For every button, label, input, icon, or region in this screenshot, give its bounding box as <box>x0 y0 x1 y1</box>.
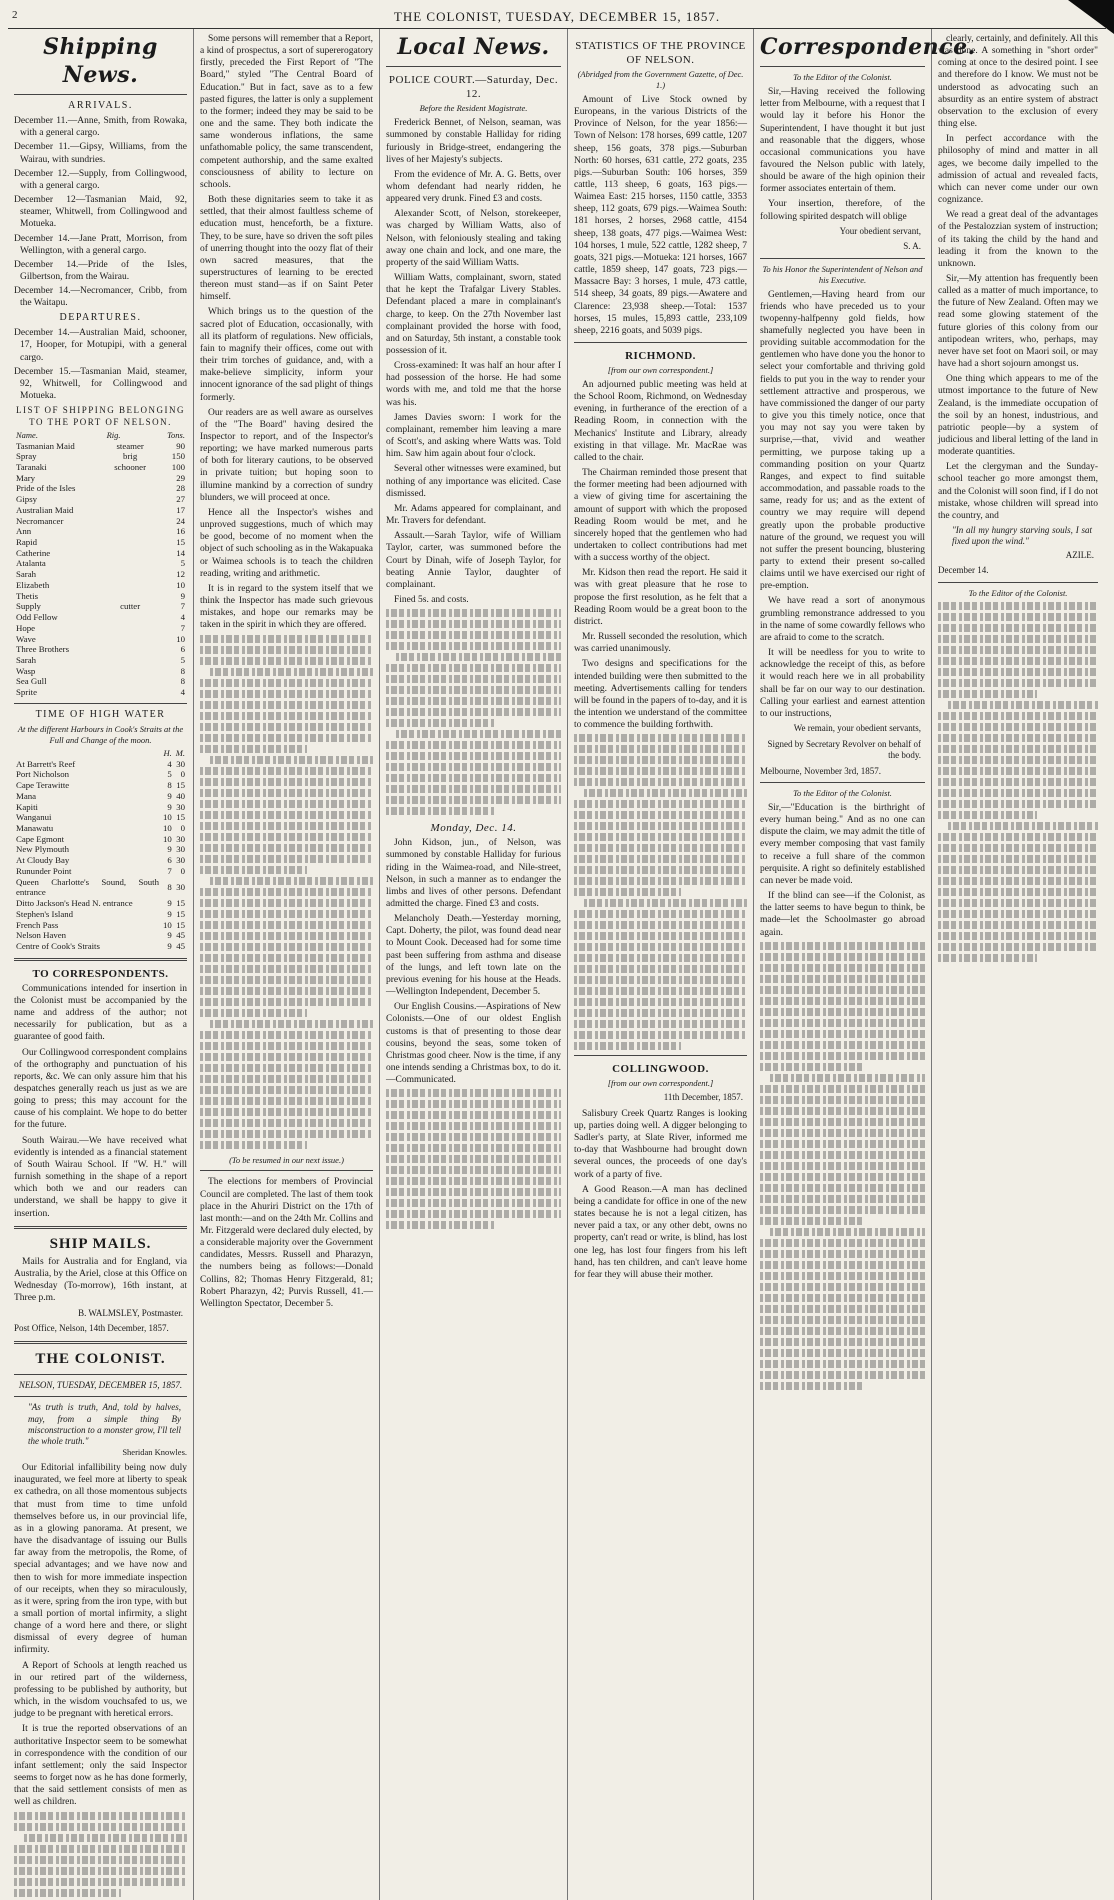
tide-place: Cape Terawitte <box>16 780 70 791</box>
letter-paragraph: In perfect accordance with the philosophy of mind and matter in all ages, we become daily impelled to the admission of actual and revealed facts, which can never come under our own cognizance. <box>938 134 1098 206</box>
tide-minutes: 30 <box>176 801 185 812</box>
tide-hours: 10 <box>162 833 172 844</box>
vessel-row <box>14 494 187 505</box>
letter-paragraph: Sir,—"Education is the birthright of every human being." And as no one can dispute the claim, we may admit the title of every member composing that vast family to receive a full share of the common perquisite. A right so definitely established can never be made void. <box>760 802 925 886</box>
tide-minutes: 15 <box>176 908 185 919</box>
tide-minutes: 45 <box>176 930 185 941</box>
vessel-row <box>14 591 187 602</box>
collingwood-paragraph: A Good Reason.—A man has declined being a candidate for office in one of the new states because he is not a legal citizen, has never paid a tax, or any other debt, owns no property, can't read or write, is blind, has lost one leg, has lost four fingers from his left hand, has ten children, and can't leave home for fear they will abuse their mother. <box>574 1184 747 1280</box>
continued-note: (To be resumed in our next issue.) <box>229 1154 344 1165</box>
body-text-continued <box>938 602 1098 962</box>
vessel-tons: 6 <box>180 644 185 655</box>
letter-paragraph: Gentlemen,—Having heard from our friends who have preceded us to your twopenny-halfpenny gold fields, how shamefully neglected you have been in providing suitable accommodation for the gentlemen who have done you the honor to select your comfortable and thriving gold fields to put you in the way to render your settlement attractive and prosperous, we have commissioned the danger of our party to give you this timely notice, once that you may not say you were taken by surprise,—that, vivid and weather permitting, we purpose taking up a commanding position on your Quartz Ranges, and expect to find suitable accommodation, and passable roads to the same, ready for us; and as the extent of country we may require will depend greatly upon the probable productive nature of the ground, we request you will not suffer the present bouncing, blustering party to extend their present so-called claims until we have exercised our right of pre-emption. <box>760 289 925 592</box>
tide-row <box>14 920 187 931</box>
body-text-continued <box>14 1812 187 1897</box>
tide-minutes: 30 <box>176 882 185 892</box>
body-text-continued <box>760 942 925 1390</box>
richmond-subheading: [from our own correspondent.] <box>607 365 714 376</box>
vessel-name: Hope <box>16 622 36 633</box>
vessel-tons: 150 <box>171 451 185 462</box>
vessel-name: Elizabeth <box>16 579 50 590</box>
vessel-name: Rapid <box>16 537 38 548</box>
vessel-tons: 4 <box>180 612 185 623</box>
letter-paragraph: One thing which appears to me of the utmost importance to the future of New Zealand, is the immediate occupation of the soil by an honest, industrious, and patriotic people—by a system of judicious and liberal letting of the land in moderate quantities. <box>938 374 1098 458</box>
tides-col-minutes: M. <box>175 748 185 759</box>
correspondent-note: Communications intended for insertion in the Colonist must be accompanied by the name and address of the author; not necessarily for publication, but as a guarantee of good faith. <box>14 983 187 1043</box>
tide-minutes: 30 <box>176 833 185 844</box>
vessel-row <box>14 548 187 559</box>
vessel-tons: 8 <box>180 665 185 676</box>
tide-minutes: 30 <box>176 758 185 769</box>
vessel-row <box>14 601 187 612</box>
ship-mails-heading: SHIP MAILS. <box>49 1235 152 1252</box>
arrival-entry: December 11.—Anne, Smith, from Rowaka, with a general cargo. <box>14 116 187 139</box>
vessel-rig <box>105 676 156 687</box>
tide-place: Ditto Jackson's Head N. entrance <box>16 898 133 909</box>
tide-hours: 6 <box>167 855 172 866</box>
tide-minutes: 0 <box>180 769 185 780</box>
vessel-name: Necromancer <box>16 515 64 526</box>
tide-place: Centre of Cook's Straits <box>16 940 100 951</box>
vessel-rig <box>105 612 156 623</box>
collingwood-heading: COLLINGWOOD. <box>612 1063 709 1076</box>
tide-row <box>14 802 187 813</box>
vessel-row <box>14 441 187 452</box>
tide-hours: 9 <box>167 898 172 909</box>
monday-heading: Monday, Dec. 14. <box>430 822 517 835</box>
leader-paragraph: A Report of Schools at length reached us in our retired part of the wilderness, professing to be published by authority, but which, in the wisdom vouchsafed to us, we judge to be pregnant with heretical errors. <box>14 1660 187 1720</box>
paper-title: THE COLONIST. <box>35 1350 166 1367</box>
tide-place: Kapiti <box>16 801 38 812</box>
tide-row <box>14 759 187 770</box>
vessel-tons: 100 <box>171 462 185 473</box>
richmond-report <box>574 379 747 731</box>
tides-note: At the different Harbours in Cook's Straits at the Full and Change of the moon. <box>17 723 184 745</box>
police-court-subheading: Before the Resident Magistrate. <box>419 103 528 114</box>
tide-place: Mana <box>16 790 37 801</box>
vessel-col-name: Name. <box>16 430 38 441</box>
article-paragraph: Our readers are as well aware as ourselves of the "The Board" having desired the Inspector to report, and of the Inspector's reporting; we have marked numerous parts of both for literary cautions, to be observed in private tuition; but hoping soon to illumine mankind by a correction of sundry blunders, we will proceed at once. <box>200 407 373 503</box>
correspondents-heading: TO CORRESPONDENTS. <box>32 967 169 980</box>
vessel-tons: 24 <box>176 515 185 526</box>
vessel-name: Taranaki <box>16 462 47 473</box>
richmond-paragraph: Mr. Russell seconded the resolution, which was carried unanimously. <box>574 632 747 655</box>
court-report-paragraph: Assault.—Sarah Taylor, wife of William Taylor, carter, was summoned before the Court by Dinah, wife of Joseph Taylor, for beating Annie Taylor, daughter of complainant. <box>386 531 561 590</box>
richmond-paragraph: Mr. Kidson then read the report. He said it was with great pleasure that he rose to propose the first resolution, as he felt that a Reading Room would be a great boon to the district. <box>574 568 747 627</box>
court-report-paragraph: Fined 5s. and costs. <box>394 594 469 605</box>
vessel-name: Atalanta <box>16 558 46 569</box>
vessel-row <box>14 462 187 473</box>
tide-minutes: 0 <box>180 823 185 834</box>
column-3 <box>380 29 568 1900</box>
vessel-tons: 9 <box>180 590 185 601</box>
vessel-tons: 28 <box>176 483 185 494</box>
court-report-paragraph: Cross-examined: It was half an hour after I had possession of the horse. He had some words with me, and told me that the horse was his. <box>386 361 561 408</box>
tide-hours: 4 <box>167 758 172 769</box>
vessel-row <box>14 558 187 569</box>
leader-article <box>14 1462 187 1808</box>
correspondents-notes <box>14 983 187 1220</box>
vessel-name: Three Brothers <box>16 644 70 655</box>
vessel-rig <box>105 537 156 548</box>
vessel-row <box>14 516 187 527</box>
vessel-rig <box>105 569 156 580</box>
statistics-heading: STATISTICS OF THE PROVINCE OF NELSON. <box>575 40 746 67</box>
tide-place: Stephen's Island <box>16 908 74 919</box>
tide-place: New Plymouth <box>16 844 70 855</box>
tide-row <box>14 769 187 780</box>
vessel-rig <box>105 666 156 677</box>
vessel-rig <box>105 473 156 484</box>
letter-3-address: To the Editor of the Colonist. <box>793 788 892 799</box>
arrival-entry: December 14.—Pride of the Isles, Gilbertson, from the Wairau. <box>14 259 187 282</box>
letter-paragraph: Sir,—My attention has frequently been called as a matter of much importance, to the future of New Zealand. Often may we read some glowing statement of the future glories of this colony from our antipodean writers, who, perhaps, may never have set foot on Maori soil, or may have had a short sojourn amongst us. <box>938 273 1098 370</box>
tide-minutes: 40 <box>176 790 185 801</box>
vessel-name: Gipsy <box>16 494 38 505</box>
tide-hours: 8 <box>167 780 172 791</box>
vessel-row <box>14 666 187 677</box>
letter-1-body <box>760 86 925 223</box>
tide-place: Queen Charlotte's Sound, South entrance <box>16 876 159 898</box>
vessel-tons: 15 <box>176 537 185 548</box>
leader-paragraph: Our Editorial infallibility being now duly inaugurated, we feel more at liberty to speak ex cathedra, on all those momentous subjects that must from time to time unfold themselves before us, in our provincial life, as in a glowing panorama. At present, we have the disadvantage of issuing our Bulls far away from the metropolis, the Rome, of special advantages; and we have now and then to wish for more immediate inspection of our receipts, when they so miraculously, as it were, spring from the iron type, with but a small portion of mortal infirmity, a slight change of a word here and there, or slight dismissal of every degree of human infirmity. <box>14 1463 187 1656</box>
tide-hours: 9 <box>167 930 172 941</box>
vessel-rig <box>105 558 156 569</box>
departures-list <box>14 327 187 402</box>
letter-paragraph: clearly, certainly, and definitely. All this was done. A something in "short order" coming at once to the desired point. I see and therefore do I know. We must not be understood as advocating such an absurdity as an entire system of abstract observation to the exclusion of every thing else. <box>938 34 1098 130</box>
vessel-row <box>14 655 187 666</box>
letter-paragraph: Sir,—Having received the following letter from Melbourne, with a request that I would lay it before his Honor the Superintendent, I have thought it but just and reasonable that the diggers, whose occasional communications you have favoured the Nelson public with lately, should be aware of the high opinion their former associates entertain of them. <box>760 87 925 195</box>
statistics-note: (Abridged from the Government Gazette, of Dec. 1.) <box>577 69 744 91</box>
richmond-paragraph: An adjourned public meeting was held at the School Room, Richmond, on Wednesday evening, in furtherance of the erection of a Reading Room, in connection with the Mechanics' Institute and Library, already existing in that village. Mr. MacRae was called to the chair. <box>574 379 747 463</box>
masthead <box>8 6 1106 29</box>
epigraph-source: Sheridan Knowles. <box>122 1447 187 1458</box>
vessel-row <box>14 505 187 516</box>
letter-1-close: Your obedient servant, <box>839 225 921 236</box>
vessel-row <box>14 569 187 580</box>
verse-quote: "In all my hungry starving souls, I sat fixed upon the wind." <box>952 525 1092 547</box>
vessel-tons: 29 <box>176 472 185 483</box>
tide-hours: 5 <box>167 769 172 780</box>
tide-place: Cape Egmont <box>16 833 65 844</box>
court-report-paragraph: Mr. Adams appeared for complainant, and Mr. Travers for defendant. <box>386 503 561 527</box>
vessel-rig: brig <box>123 451 138 462</box>
vessel-row <box>14 483 187 494</box>
letter-paragraph: If the blind can see—if the Colonist, as the latter seems to have begun to think, be made—let the Schoolmaster go abroad again. <box>760 891 925 938</box>
body-text-continued <box>386 609 561 815</box>
letter-paragraph: We have read a sort of anonymous grumbling remonstrance addressed to you in the name of some cowardly fellows who are afraid to come to the scratch. <box>760 596 925 643</box>
vessel-name: Wave <box>16 633 36 644</box>
letter-paragraph: We read a great deal of the advantages of the Pestalozzian system of instruction; of its taking the child by the hand and leading it from the known to the unknown. <box>938 210 1098 269</box>
vessel-tons: 4 <box>180 687 185 698</box>
tide-row <box>14 866 187 877</box>
tide-row <box>14 844 187 855</box>
letter-2-address: To his Honor the Superintendent of Nelson and his Executive. <box>762 263 923 285</box>
correspondent-note: South Wairau.—We have received what evidently is intended as a financial statement of South Wairau School. If "W. H." will furnish something in the shape of a report which both we and our readers can understand, we shall be happy to give it insertion. <box>14 1135 187 1219</box>
tide-hours: 9 <box>167 940 172 951</box>
shipping-list-heading: LIST OF SHIPPING BELONGING TO THE PORT OF NELSON. <box>15 405 186 427</box>
tide-place: At Cloudy Bay <box>16 855 70 866</box>
tide-place: At Barrett's Reef <box>16 758 76 769</box>
vessel-col-rig: Rig. <box>106 430 121 441</box>
vessel-rig: cutter <box>120 601 141 612</box>
page-number: 2 <box>12 9 19 21</box>
vessel-name: Sarah <box>16 569 37 580</box>
tide-hours: 10 <box>162 919 172 930</box>
tide-place: Port Nicholson <box>16 769 70 780</box>
vessel-rig <box>105 526 156 537</box>
collingwood-date: 11th December, 1857. <box>663 1092 743 1103</box>
tide-minutes: 30 <box>176 855 185 866</box>
vessel-row <box>14 473 187 484</box>
court-report-paragraph: Several other witnesses were examined, but nothing of any importance was elicited. Case dismissed. <box>386 464 561 499</box>
tides-col-hours: H. <box>163 748 172 759</box>
correspondence-continuation <box>938 33 1098 522</box>
vessel-row <box>14 580 187 591</box>
vessel-rig <box>105 655 156 666</box>
vessel-tons: 90 <box>176 440 185 451</box>
tide-hours: 9 <box>167 908 172 919</box>
ship-mails-date: Post Office, Nelson, 14th December, 1857. <box>14 1323 169 1334</box>
tide-row <box>14 823 187 834</box>
arrival-entry: December 14.—Necromancer, Cribb, from the Waitapu. <box>14 286 187 309</box>
article-paragraph: Some persons will remember that a Report, a kind of prospectus, a sort of supererogatory firstly, preceded the First Report of "The Board," styled "The Central Board of Education." But in fact, save as to a few pasted figures, the latter is only a supplement to the former; indeed they may be said to be one and the same. They both indicate the same wonderous inflations, the same unfathomable policy, the same transcendent, competent authorship, and the same exalted consciousness of ability to lecture on schools. <box>200 34 373 190</box>
monday-report: John Kidson, jun., of Nelson, was summoned by constable Halliday for furious riding in the Waimea-road, and Nile-street, Nelson, in such a manner as to endanger the limbs and lives of other persons. Defendant admitted the charge. Fined £3 and costs. <box>386 838 561 909</box>
vessel-name: Australian Maid <box>16 504 74 515</box>
vessel-name: Ann <box>16 526 32 537</box>
arrivals-heading: ARRIVALS. <box>68 100 133 112</box>
vessel-rig: schooner <box>114 462 147 473</box>
vessel-row <box>14 537 187 548</box>
tide-row <box>14 930 187 941</box>
vessel-name: Tasmanian Maid <box>16 440 75 451</box>
arrival-entry: December 12.—Supply, from Collingwood, with a general cargo. <box>14 168 187 191</box>
article-paragraph: It is in regard to the system itself that we think the Inspector has made such grievous mistakes, and hope our remarks may be taken in the spirit in which they are offered. <box>200 583 373 631</box>
letter-2-close: We remain, your obedient servants, <box>793 723 921 733</box>
masthead-title: THE COLONIST, TUESDAY, DECEMBER 15, 1857. <box>393 9 721 24</box>
court-report-paragraph: Frederick Bennet, of Nelson, seaman, was summoned by constable Halliday for riding furiously in Bridge-street, endangering the lives of her Majesty's subjects. <box>386 118 561 165</box>
vessel-tons: 12 <box>176 569 185 580</box>
letter-1-address: To the Editor of the Colonist. <box>793 72 892 83</box>
columns <box>8 29 1106 1808</box>
statistics-text: Amount of Live Stock owned by Europeans, in the various Districts of the Province of Nelson, for the year 1856:—Town of Nelson: 178 horses, 699 cattle, 1207 sheep, 156 goats, 378 pigs.—Suburban North: 60 horses, 631 cattle, 272 goats, 235 pigs.—Suburban South: 106 horses, 359 cattle, 113 sheep, 6 goats, 163 pigs.—Waimea East: 215 horses, 1150 cattle, 3353 sheep, 112 goats, 679 pigs.—Waimea South: 181 horses, 2 horses, 2968 cattle, 4154 sheep, 138 goats, 477 pigs.—Waimea West: 104 horses, 1 mule, 522 cattle, 1282 sheep, 7 goats, 321 pigs.—Motueka: 121 horses, 1667 cattle, 1859 sheep, 147 goats, 723 pigs.—Massacre Bay: 3 horses, 1 mule, 473 cattle, 514 sheep, 34 goats, 89 pigs.—Awatere and Clarence: 23,938 sheep.—Total: 1537 horses, 15 mules, 15,893 cattle, 233,109 sheep, 2216 goats, and 5039 pigs. <box>574 94 747 336</box>
collingwood-subheading: [from our own correspondent.] <box>607 1078 714 1089</box>
vessel-rig <box>105 634 156 645</box>
tide-minutes: 15 <box>176 780 185 791</box>
vessel-tons: 7 <box>180 601 185 612</box>
letter-2-body <box>760 289 925 720</box>
police-court-heading: POLICE COURT.—Saturday, Dec. 12. <box>388 74 559 101</box>
tide-row <box>14 812 187 823</box>
vessel-rig <box>105 548 156 559</box>
vessel-rig <box>105 644 156 655</box>
vessel-row <box>14 612 187 623</box>
correspondence-heading: Correspondence. <box>760 34 976 60</box>
body-text-continued <box>200 635 373 1149</box>
column-6 <box>932 29 1104 1900</box>
letter-4-address: To the Editor of the Colonist. <box>968 587 1068 598</box>
collingwood-paragraph: Salisbury Creek Quartz Ranges is looking up, parties doing well. A digger belonging to Sadler's party, at Slate River, informed me to-day that Washbourne had brought down several ounces, the proceeds of one day's work of a party of five. <box>574 1108 747 1180</box>
vessel-tons: 14 <box>176 547 185 558</box>
vessel-name: Sprite <box>16 687 38 698</box>
vessel-rig <box>105 623 156 634</box>
vessel-rig <box>105 494 156 505</box>
vessel-rig <box>105 687 156 698</box>
vessel-rig <box>105 580 156 591</box>
departure-entry: December 14.—Australian Maid, schooner, 17, Hooper, for Motupipi, with a general cargo. <box>14 328 187 363</box>
epigraph: "As truth is truth, And, told by halves, may, from a simple thing By misconstruction to a monster grow, I'll tell the whole truth." <box>28 1402 181 1447</box>
vessel-name: Sarah <box>16 654 37 665</box>
tide-row <box>14 898 187 909</box>
tide-hours: 7 <box>167 865 172 876</box>
tide-row <box>14 909 187 920</box>
tide-place: Nelson Haven <box>16 930 67 941</box>
issue-dateline: NELSON, TUESDAY, DECEMBER 15, 1857. <box>18 1379 183 1390</box>
tide-row <box>14 834 187 845</box>
tide-hours: 10 <box>162 823 172 834</box>
vessel-rig <box>105 516 156 527</box>
column-4 <box>568 29 754 1900</box>
leader-paragraph: It is true the reported observations of an authoritative Inspector seem to be somewhat in correspondence with the condition of our infant settlement; only the said Inspector seems to forget now as he has done formerly, that the said settlement consists of men as well as children. <box>14 1724 187 1808</box>
leader-continuation <box>200 33 373 632</box>
vessel-row <box>14 634 187 645</box>
vessel-name: Catherine <box>16 547 51 558</box>
richmond-paragraph: Two designs and specifications for the intended building were then submitted to the meeting. Advertisements calling for tenders will be found in the papers of to-day, and it is the intention we understand of the committee to commence the building forthwith. <box>574 659 747 731</box>
departures-heading: DEPARTURES. <box>59 312 142 324</box>
vessel-row <box>14 676 187 687</box>
tide-row <box>14 855 187 866</box>
tide-hours: 9 <box>167 801 172 812</box>
tide-place: Manawatu <box>16 823 54 834</box>
vessel-rig: steamer <box>116 440 144 451</box>
vessel-tons: 5 <box>180 654 185 665</box>
court-report-paragraph: James Davies sworn: I work for the complainant, remember him leaving a mare of Scott's, and asking where Watts was. Told him. Saw him again about four o'clock. <box>386 412 561 460</box>
letter-2-signature: Signed by Secretary Revolver on behalf of the body. <box>767 738 921 761</box>
vessel-tons: 5 <box>180 558 185 569</box>
letter-paragraph: It will be needless for you to write to acknowledge the receipt of this, as before it would reach here we in all probability shall be far on our way to our destination. Calling your earliest and earnest attention to our instructions, <box>760 648 925 719</box>
court-report-paragraph: From the evidence of Mr. A. G. Betts, over whom defendant had nearly ridden, he appeared very drunk. Fined £3 and costs. <box>386 169 561 205</box>
body-text-continued <box>386 1089 561 1229</box>
letter-signature-azile: AZILE. <box>1065 549 1094 560</box>
tide-place: Wanganui <box>16 812 52 823</box>
richmond-paragraph: The Chairman reminded those present that the former meeting had been adjourned with a view of giving time for ascertaining the amount of support with which the proposed Reading Room would be met, and he sincerely hoped that the gentlemen who had undertaken to collect contributions had met with a success worthy of the object. <box>574 468 747 564</box>
letter-1-signature: S. A. <box>903 241 921 252</box>
tide-minutes: 15 <box>176 812 185 823</box>
ship-mails-signature: B. WALMSLEY, Postmaster. <box>78 1307 183 1318</box>
vessel-name: Thetis <box>16 590 38 601</box>
correspondent-note: Our Collingwood correspondent complains of the orthography and punctuation of his reports, &c. We can only assure him that his despatches generally reach us just as we are going to press; this may account for the cause of his complaint. We hope to do better for the future. <box>14 1047 187 1131</box>
christmas-report: Our English Cousins.—Aspirations of New Colonists.—One of our oldest English customs is that of presenting to those dear cousins, beyond the seas, some token of Christmas good cheer. Now is the time, if any one intends sending a Christmas box, to do it.—Communicated. <box>386 1002 561 1086</box>
letter-3-body <box>760 802 925 939</box>
richmond-heading: RICHMOND. <box>625 350 696 363</box>
vessel-name: Odd Fellow <box>16 612 58 623</box>
vessel-tons: 27 <box>176 494 185 505</box>
letter-2-date: Melbourne, November 3rd, 1857. <box>760 765 881 776</box>
column-1 <box>8 29 194 1900</box>
vessel-table <box>14 430 187 698</box>
tide-minutes: 45 <box>176 940 185 951</box>
letter-paragraph: Let the clergyman and the Sunday-school teacher go more amongst them, and the Colonist will soon find, if I do not mistake, whose children will spread into the country, and <box>938 462 1098 521</box>
vessel-row <box>14 451 187 462</box>
vessel-row <box>14 687 187 698</box>
vessel-row <box>14 644 187 655</box>
vessel-name: Spray <box>16 451 37 462</box>
court-report-paragraph: Alexander Scott, of Nelson, storekeeper, was charged by William Watts, also of Nelson, with feloniously stealing and taking away one chain and lock, and one mare, the property of the said William Watts. <box>386 209 561 268</box>
tide-minutes: 15 <box>176 898 185 909</box>
tide-hours: 9 <box>167 790 172 801</box>
vessel-rig <box>105 483 156 494</box>
column-2 <box>194 29 380 1900</box>
tide-place: French Pass <box>16 919 59 930</box>
departure-entry: December 15.—Tasmanian Maid, steamer, 92, Whitwell, for Collingwood and Motueka. <box>14 366 187 402</box>
tide-minutes: 15 <box>176 919 185 930</box>
local-news-heading: Local News. <box>397 34 550 60</box>
vessel-col-tons: Tons. <box>167 430 185 441</box>
tide-place: Rununder Point <box>16 865 72 876</box>
tide-minutes: 0 <box>180 865 185 876</box>
article-paragraph: Both these dignitaries seem to take it as settled, that their almost faultless scheme of education must, henceforth, be a fixture. They, to be sure, have so driven the soft piles of unerring thought into the oozy flat of their own sacred measures, that the superstructures of learning to be erected thereon must stand—as if on Saint Peter himself. <box>200 195 373 303</box>
tides-heading: TIME OF HIGH WATER <box>35 708 166 720</box>
letter-paragraph: Your insertion, therefore, of the following spirited despatch will oblige <box>760 199 925 222</box>
collingwood-report <box>574 1108 747 1281</box>
vessel-name: Sea Gull <box>16 676 47 687</box>
tide-hours: 8 <box>167 882 172 892</box>
arrivals-list <box>14 115 187 309</box>
tide-row <box>14 877 187 898</box>
vessel-rig <box>105 505 156 516</box>
arrival-entry: December 11.—Gipsy, Williams, from the Wairau, with sundries. <box>14 142 187 165</box>
article-paragraph: Which brings us to the question of the sacred plot of Education, occasionally, with all its platform of regulations. New officials, fain to magnify their offices, come out with their trim torches of guidance, and, with a make-believe simplicity, inform your innocent ignorance of the sad plight of things formerly. <box>200 307 373 403</box>
tides-col-place <box>14 748 161 758</box>
arrival-entry: December 14.—Jane Pratt, Morrison, from Wellington, with a general cargo. <box>14 233 187 256</box>
tide-hours: 10 <box>162 812 172 823</box>
tides-table <box>14 748 187 951</box>
arrival-entry: December 12—Tasmanian Maid, 92, steamer, Whitwell, from Collingwood and Motueka. <box>14 195 187 230</box>
tide-hours: 9 <box>167 844 172 855</box>
tide-row <box>14 941 187 952</box>
vessel-rig <box>105 591 156 602</box>
shipping-news-heading: Shipping News. <box>43 34 158 89</box>
vessel-tons: 16 <box>176 526 185 537</box>
vessel-row <box>14 526 187 537</box>
article-paragraph: Hence all the Inspector's wishes and unproved suggestions, much of which may be good, become of no moment when the object of such schooling as in the Wakapuaka or Waimea schools is to teach the children reading, writing and arithmetic. <box>200 507 373 579</box>
vessel-name: Wasp <box>16 665 36 676</box>
tide-minutes: 30 <box>176 844 185 855</box>
vessel-name: Mary <box>16 472 36 483</box>
vessel-tons: 10 <box>176 633 185 644</box>
vessel-row <box>14 623 187 634</box>
vessel-name: Supply <box>16 601 41 612</box>
vessel-tons: 10 <box>176 579 185 590</box>
police-court-reports <box>386 117 561 606</box>
vessel-name: Pride of the Isles <box>16 483 76 494</box>
ship-mails-text: Mails for Australia and for England, via Australia, by the Ariel, close at this Office on Wednesday (To-morrow), 16th instant, at Three p.m. <box>14 1256 187 1304</box>
melancholy-death-report: Melancholy Death.—Yesterday morning, Capt. Doherty, the pilot, was found dead near to Mount Cook. Deceased had for some time past been suffering from asthma and disease of the lungs, and left town late on the previous evening for his house at the Heads.—Wellington Independent, December 5. <box>386 914 561 998</box>
vessel-tons: 8 <box>180 676 185 687</box>
tide-row <box>14 780 187 791</box>
vessel-tons: 7 <box>180 622 185 633</box>
elections-paragraph: The elections for members of Provincial Council are completed. The last of them took place in the Ahuriri District on the 17th of last month:—and on the 24th Mr. Collins and Mr. Fitzgerald were declared duly elected, by a considerable majority over the Government candidates, Messrs. Russell and Pharazyn, the numbers being as follows:—Donald Collins, 82; Thomas Henry Fitzgerald, 81; Robert Pharazyn, 42; Purvis Russell, 41.—Wellington Spectator, December 5. <box>200 1177 373 1309</box>
body-text-continued <box>574 734 747 1050</box>
tide-row <box>14 791 187 802</box>
court-report-paragraph: William Watts, complainant, sworn, stated that he kept the Trafalgar Livery Stables. Defendant placed a mare in complainant's charge, to keep. On the 27th November last complainant provided the horse with food, and on Saturday, 5th instant, a constable took possession of it. <box>386 273 561 356</box>
vessel-tons: 17 <box>176 504 185 515</box>
letter-date: December 14. <box>938 565 989 576</box>
